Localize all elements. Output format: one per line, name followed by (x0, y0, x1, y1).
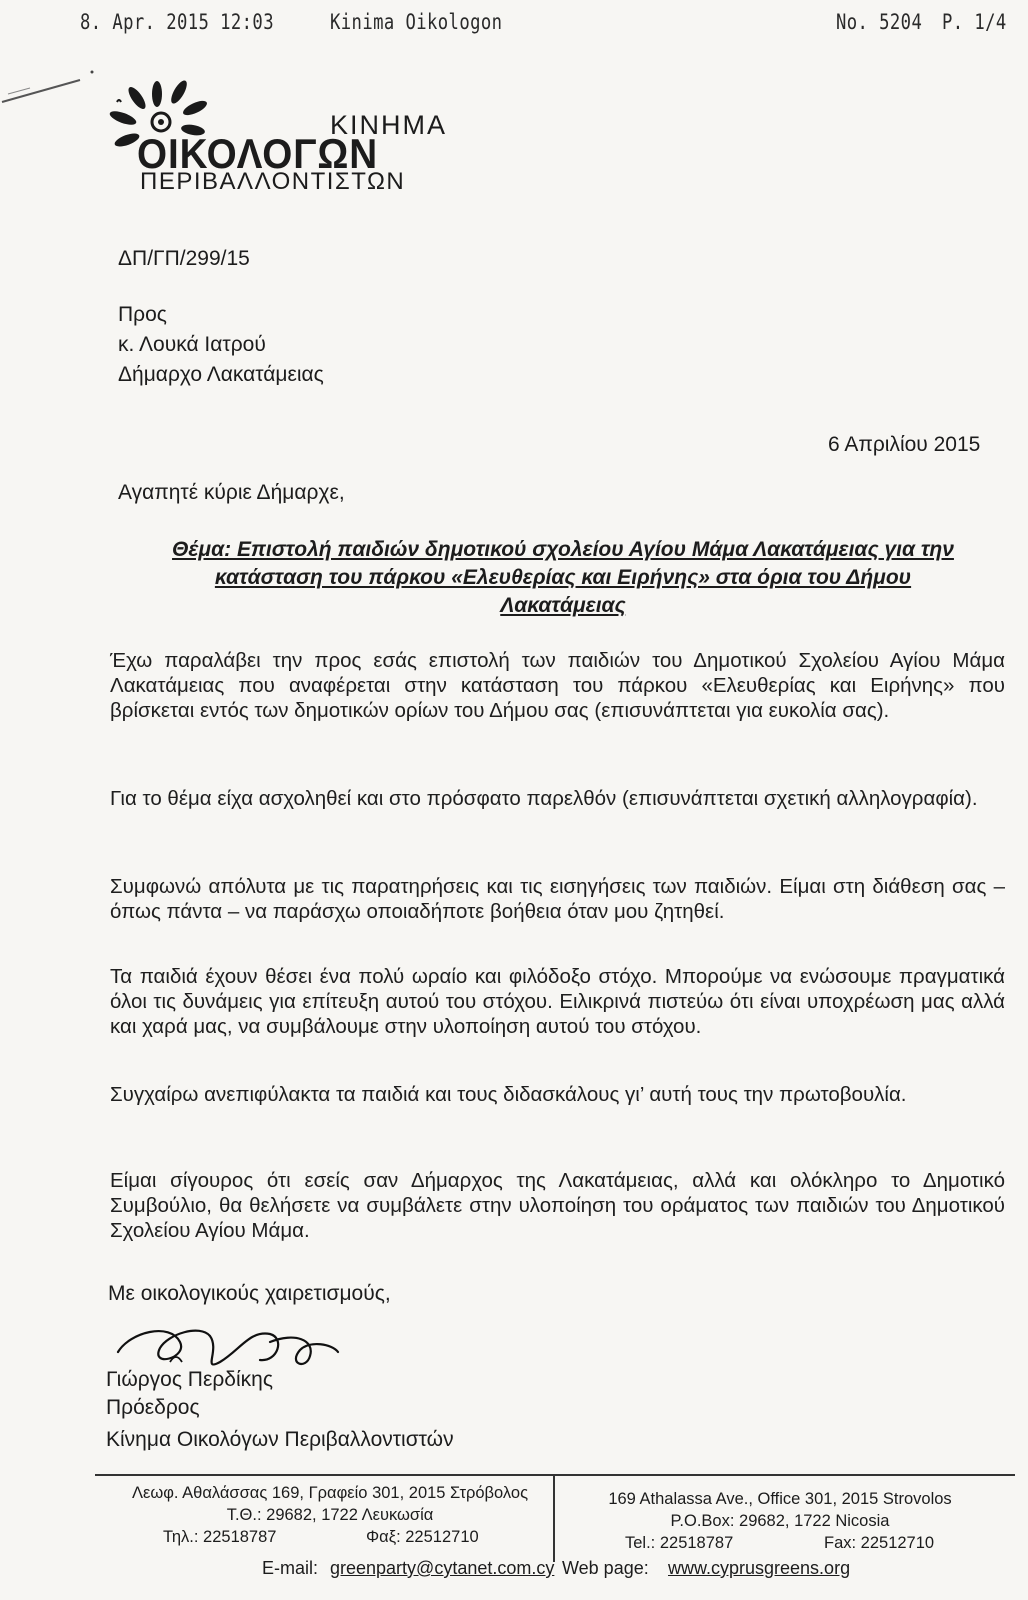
footer-english-fax: Fax: 22512710 (824, 1534, 935, 1552)
fax-sender: Kinima Oikologon (330, 10, 503, 34)
footer-email-label: E-mail: (262, 1558, 319, 1578)
body-paragraph-5: Συγχαίρω ανεπιφύλακτα τα παιδιά και τους διδασκάλους γι’ αυτή τους την πρωτοβουλία. (110, 1083, 907, 1106)
footer-greek-tel: Τηλ.: 22518787 (163, 1528, 277, 1546)
fax-number: No. 5204 (836, 10, 923, 34)
footer-greek-fax: Φαξ: 22512710 (366, 1528, 479, 1546)
scan-artifact-marks (0, 60, 110, 120)
recipient-name: κ. Λουκά Ιατρού (118, 333, 266, 356)
signatory-role: Πρόεδρος (106, 1396, 200, 1419)
footer-greek-pobox: Τ.Θ.: 29682, 1722 Λευκωσία (226, 1506, 434, 1524)
salutation: Αγαπητέ κύριε Δήμαρχε, (118, 481, 345, 504)
footer-greek-address: Λεωφ. Αθαλάσσας 169, Γραφείο 301, 2015 Στρόβολος (131, 1484, 529, 1502)
reference-number: ΔΠ/ΓΠ/299/15 (118, 247, 250, 270)
subject-line-2: κατάσταση του πάρκου «Ελευθερίας και Ειρήνης» στα όρια του Δήμου (214, 566, 912, 589)
subject-line-1: Θέμα: Επιστολή παιδιών δημοτικού σχολείου Αγίου Μάμα Λακατάμειας για την (172, 538, 954, 561)
signatory-organization: Κίνημα Οικολόγων Περιβαλλοντιστών (106, 1428, 454, 1451)
recipient-title: Δήμαρχο Λακατάμειας (118, 363, 324, 386)
body-paragraph-3: Συμφωνώ απόλυτα με τις παρατηρήσεις και τις εισηγήσεις των παιδιών. Είμαι στη διάθεση σας – όπως πάντα – να παράσχω οποιαδήποτε βοήθεια όταν μου ζητηθεί. (110, 875, 1005, 923)
letter-date: 6 Απριλίου 2015 (828, 433, 981, 456)
footer-divider (95, 1474, 1015, 1476)
footer-english-tel: Tel.: 22518787 (625, 1534, 734, 1552)
body-paragraph-2: Για το θέμα είχα ασχοληθεί και στο πρόσφατο παρελθόν (επισυνάπτεται σχετική αλληλογραφία). (110, 787, 978, 810)
letterhead-line2: ΟΙΚΟΛΟΓΩΝ (137, 130, 379, 177)
fax-datetime: 8. Apr. 2015 12:03 (80, 10, 274, 34)
footer-email-link[interactable]: greenparty@cytanet.com.cy (330, 1558, 555, 1578)
footer-english-address: 169 Athalassa Ave., Office 301, 2015 Strovolos (608, 1490, 952, 1508)
footer-column-divider (553, 1476, 555, 1562)
fax-page: P. 1/4 (942, 10, 1007, 34)
closing-line: Με οικολογικούς χαιρετισμούς, (108, 1282, 391, 1305)
letterhead-line1: ΚΙΝΗΜΑ (330, 110, 448, 140)
subject-line-3: Λακατάμειας (500, 594, 626, 617)
recipient-to: Προς (118, 303, 167, 326)
footer-web-link[interactable]: www.cyprusgreens.org (668, 1558, 851, 1578)
footer-web-label: Web page: (562, 1558, 649, 1578)
signatory-name: Γιώργος Περδίκης (106, 1368, 273, 1391)
letterhead-line3: ΠΕΡΙΒΑΛΛΟΝΤΙΣΤΩΝ (140, 168, 406, 195)
footer-english-pobox: P.O.Box: 29682, 1722 Nicosia (670, 1512, 890, 1530)
body-paragraph-6: Είμαι σίγουρος ότι εσείς σαν Δήμαρχος της Λακατάμειας, αλλά και ολόκληρο το Δημοτικό Συμβούλιο, θα θελήσετε να συμβάλετε στην υλοποίηση του οράματος των παιδιών του Δημοτικού Σχολείου Αγίου Μάμα. (110, 1169, 1005, 1242)
body-paragraph-1: Έχω παραλάβει την προς εσάς επιστολή των παιδιών του Δημοτικού Σχολείου Αγίου Μάμα Λακατάμειας που αναφέρεται στην κατάσταση του πάρκου «Ελευθερίας και Ειρήνης» που βρίσκεται εντός των δημοτικών ορίων του Δήμου σας (επισυνάπτεται για ευκολία σας). (110, 649, 1005, 722)
body-paragraph-4: Τα παιδιά έχουν θέσει ένα πολύ ωραίο και φιλόδοξο στόχο. Μπορούμε να ενώσουμε πραγματικά όλοι τις δυνάμεις για επίτευξη αυτού του στόχου. Ειλικρινά πιστεύω ότι είναι υποχρέωση μας αλλά και χαρά μας, να συμβάλουμε στην υλοποίηση αυτού του στόχου. (110, 965, 1005, 1038)
